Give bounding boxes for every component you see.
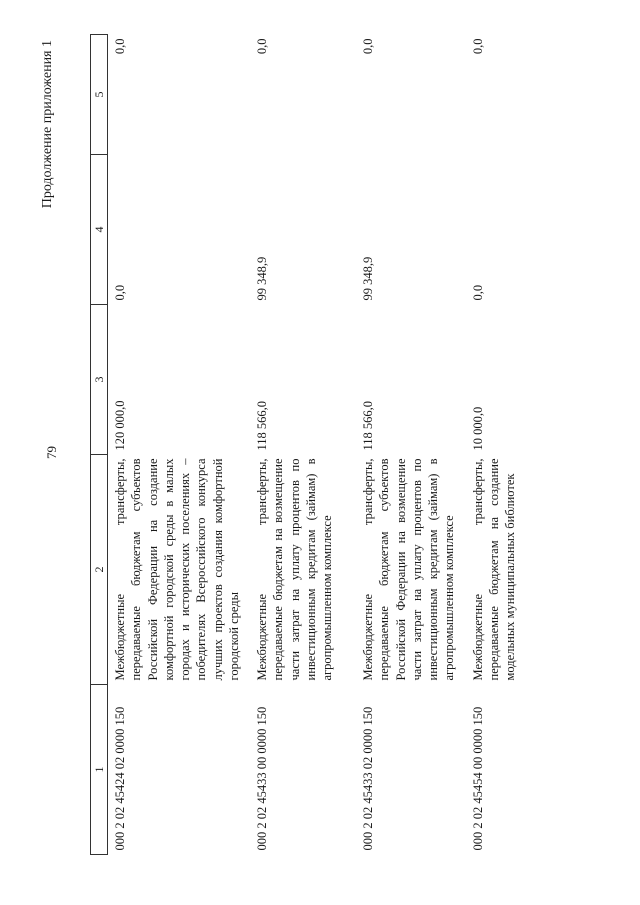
value-col3: 120 000,0 xyxy=(113,400,127,451)
table-row xyxy=(356,35,466,855)
table-row xyxy=(250,35,356,855)
continuation-title: Продолжение приложения 1 xyxy=(40,40,55,209)
value-col4: 0,0 xyxy=(113,284,127,301)
page-number: 79 xyxy=(44,446,59,459)
budget-code: 000 2 02 45454 00 0000 150 xyxy=(470,706,485,851)
table-row xyxy=(108,35,251,855)
value-col4: 99 348,9 xyxy=(255,256,269,301)
budget-item-name: Межбюджетные трансферты, передаваемые бюджетам субъектов Российской Федерации на возмещение части затрат на уплату процентов по инвестиционным кредитам (займам) в агропромышленном комплексе xyxy=(361,458,457,681)
value-col5: 0,0 xyxy=(470,38,485,55)
budget-item-name: Межбюджетные трансферты, передаваемые бюджетам на создание модельных муниципальных библиотек xyxy=(470,458,517,681)
table-header-row xyxy=(91,35,108,855)
value-col4: 99 348,9 xyxy=(361,256,375,301)
column-header-1: 1 xyxy=(91,685,108,855)
budget-item-name: Межбюджетные трансферты, передаваемые бюджетам на возмещение части затрат на уплату процентов по инвестиционным кредитам (займам) в агропромышленном комплексе xyxy=(255,458,334,681)
value-col4: 0,0 xyxy=(470,284,485,301)
value-col3: 10 000,0 xyxy=(470,406,485,451)
value-col3: 118 566,0 xyxy=(361,400,375,451)
value-col5: 0,0 xyxy=(113,38,127,55)
budget-item-name: Межбюджетные трансферты, передаваемые бюджетам субъектов Российской Федерации на создание комфортной городской среды в малых городах и исторических поселениях – победителях Всероссийского конкурса лучших проектов создания комфортной городской среды xyxy=(113,458,241,681)
column-header-5: 5 xyxy=(91,35,108,155)
column-header-4: 4 xyxy=(91,155,108,305)
budget-code: 000 2 02 45433 00 0000 150 xyxy=(255,706,269,851)
value-col5: 0,0 xyxy=(361,38,375,55)
appendix-table xyxy=(90,34,572,855)
budget-code: 000 2 02 45433 02 0000 150 xyxy=(361,706,375,851)
table-row xyxy=(466,35,572,855)
column-header-2: 2 xyxy=(91,455,108,685)
value-col3: 118 566,0 xyxy=(255,400,269,451)
value-col5: 0,0 xyxy=(255,38,269,55)
column-header-3: 3 xyxy=(91,305,108,455)
budget-code: 000 2 02 45424 02 0000 150 xyxy=(113,706,127,851)
